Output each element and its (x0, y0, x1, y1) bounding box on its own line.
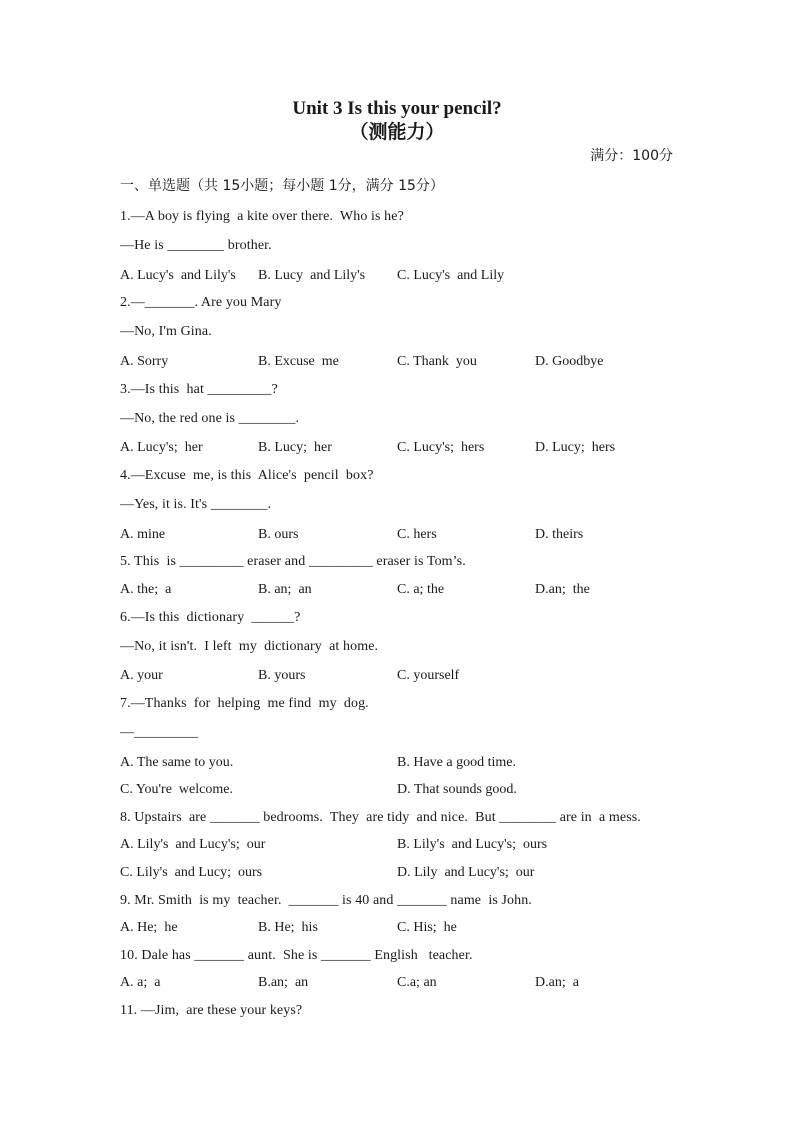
question-4-option-c: C. hers (397, 527, 437, 542)
question-8-option-c: C. Lily's and Lucy; ours (120, 865, 263, 880)
question-5-option-c: C. a; the (397, 582, 445, 597)
question-9-option-b: B. He; his (258, 920, 318, 935)
question-6-option-c: C. yourself (397, 668, 460, 683)
question-1-option-b: B. Lucy and Lily's (258, 268, 366, 283)
section-heading: 一、单选题（共 15小题；每小题 1分，满分 15分） (120, 178, 444, 194)
question-9-option-c: C. His; he (397, 920, 457, 935)
question-7-line-1: 7.—Thanks for helping me find my dog. (120, 696, 369, 711)
question-8-option-d: D. Lily and Lucy's; our (397, 865, 535, 880)
question-10-option-c: C.a; an (397, 975, 437, 990)
question-4-option-d: D. theirs (535, 527, 584, 542)
question-2-option-d: D. Goodbye (535, 354, 604, 369)
question-3-option-d: D. Lucy; hers (535, 440, 616, 455)
question-4-option-a: A. mine (120, 527, 166, 542)
question-9-line-1: 9. Mr. Smith is my teacher. _______ is 40 and _______ name is John. (120, 893, 532, 908)
question-6-option-b: B. yours (258, 668, 306, 683)
question-8-line-1: 8. Upstairs are _______ bedrooms. They are tidy and nice. But ________ are in a mess. (120, 810, 641, 825)
page-title: Unit 3 Is this your pencil? (292, 98, 502, 119)
question-7-option-c: C. You're welcome. (120, 782, 233, 797)
question-6-line-1: 6.—Is this dictionary ______? (120, 610, 301, 625)
question-2-line-2: —No, I'm Gina. (120, 324, 212, 339)
question-1-line-1: 1.—A boy is flying a kite over there. Who is he? (120, 209, 404, 224)
question-11-line-1: 11. —Jim, are these your keys? (120, 1003, 303, 1018)
question-10-option-a: A. a; a (120, 975, 161, 990)
question-4-line-2: —Yes, it is. It's ________. (120, 497, 272, 512)
question-5-option-b: B. an; an (258, 582, 312, 597)
question-2-line-1: 2.—_______. Are you Mary (120, 295, 282, 310)
question-5-line-1: 5. This is _________ eraser and _________ eraser is Tom’s. (120, 554, 466, 569)
question-8-option-a: A. Lily's and Lucy's; our (120, 837, 266, 852)
question-6-option-a: A. your (120, 668, 163, 683)
question-5-option-a: A. the; a (120, 582, 172, 597)
question-10-line-1: 10. Dale has _______ aunt. She is _______ English teacher. (120, 948, 473, 963)
question-3-option-a: A. Lucy's; her (120, 440, 203, 455)
question-7-option-b: B. Have a good time. (397, 755, 516, 770)
question-10-option-d: D.an; a (535, 975, 579, 990)
question-3-option-b: B. Lucy; her (258, 440, 332, 455)
question-10-option-b: B.an; an (258, 975, 309, 990)
question-7-option-a: A. The same to you. (120, 755, 234, 770)
question-7-line-2: —_________ (120, 725, 198, 740)
question-5-option-d: D.an; the (535, 582, 590, 597)
question-3-line-2: —No, the red one is ________. (120, 411, 300, 426)
question-3-option-c: C. Lucy's; hers (397, 440, 485, 455)
question-2-option-a: A. Sorry (120, 354, 169, 369)
total-score: 满分：100分 (590, 148, 673, 164)
question-8-option-b: B. Lily's and Lucy's; ours (397, 837, 548, 852)
question-4-line-1: 4.—Excuse me, is this Alice's pencil box? (120, 468, 374, 483)
question-2-option-c: C. Thank you (397, 354, 477, 369)
question-1-option-c: C. Lucy's and Lily (397, 268, 505, 283)
page-subtitle: （测能力） (349, 121, 445, 143)
question-7-option-d: D. That sounds good. (397, 782, 517, 797)
question-3-line-1: 3.—Is this hat _________? (120, 382, 278, 397)
question-6-line-2: —No, it isn't. I left my dictionary at home. (120, 639, 379, 654)
question-1-line-2: —He is ________ brother. (120, 238, 272, 253)
question-1-option-a: A. Lucy's and Lily's (120, 268, 236, 283)
question-2-option-b: B. Excuse me (258, 354, 339, 369)
question-9-option-a: A. He; he (120, 920, 178, 935)
question-4-option-b: B. ours (258, 527, 299, 542)
